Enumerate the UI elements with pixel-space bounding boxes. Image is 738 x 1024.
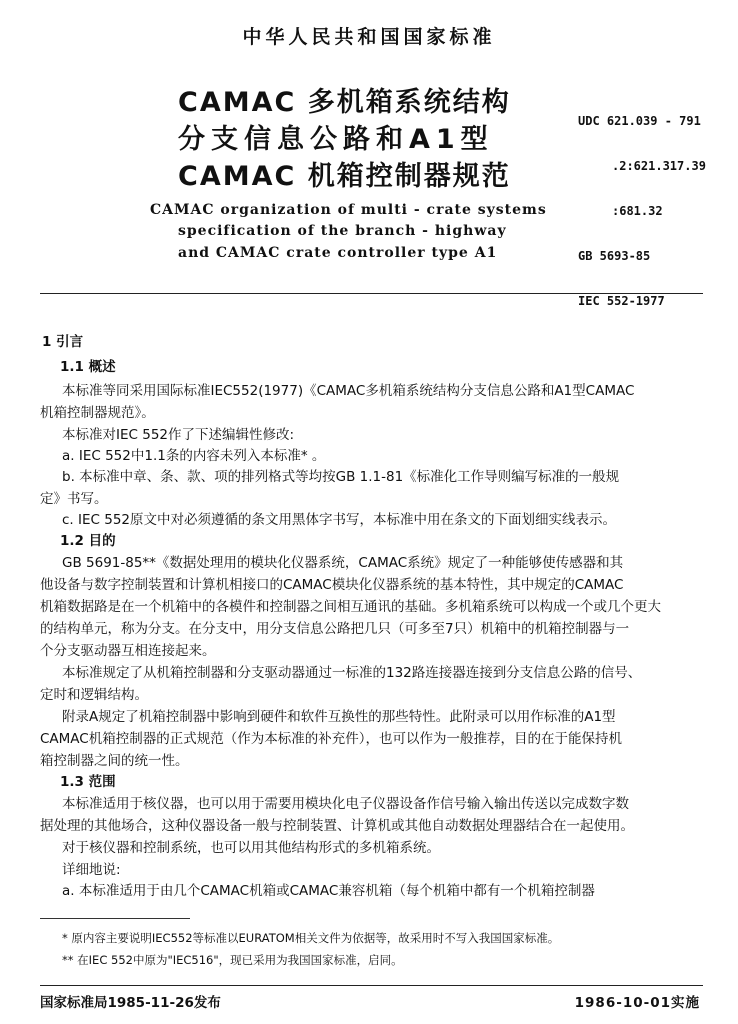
title-en-line3: and CAMAC crate controller type A1 [178,245,498,261]
udc-code-3: :681.32 [612,204,663,218]
paragraph: 本标准适用于核仪器，也可以用于需要用模块化电子仪器设备作信号输入输出传送以完成数字数 [62,796,629,812]
paragraph: 详细地说: [62,862,121,878]
section-1-1-heading: 1.1 概述 [60,359,116,375]
list-item: b. 本标准中章、条、款、项的排列格式等均按GB 1.1-81《标准化工作导则编写标准的一般规 [62,469,620,485]
paragraph: 对于核仪器和控制系统，也可以用其他结构形式的多机箱系统。 [62,840,440,856]
paragraph: 的结构单元，称为分支。在分支中，用分支信息公路把几只（可多至7只）机箱中的机箱控制器与一 [40,621,630,637]
effective-date: 1986-10-01实施 [574,995,700,1011]
footnote-1: * 原内容主要说明IEC552等标准以EURATOM相关文件为依据等，故采用时不写入我国国家标准。 [62,931,560,945]
section-1-3-heading: 1.3 范围 [60,774,116,790]
paragraph: CAMAC机箱控制器的正式规范（作为本标准的补充件），也可以作为一般推荐，目的在于能保持机 [40,731,622,747]
gb-number: GB 5693-85 [578,249,651,263]
paragraph: GB 5691-85**《数据处理用的模块化仪器系统，CAMAC系统》规定了一种能够使传感器和其 [62,555,624,571]
paragraph: 据处理的其他场合，这种仪器设备一般与控制装置、计算机或其他自动数据处理器结合在一起使用。 [40,818,634,834]
udc-code-2: .2:621.317.39 [612,159,706,173]
title-en-line1: CAMAC organization of multi - crate systems [150,202,547,218]
footnote-2: ** 在IEC 552中原为"IEC516"，现已采用为我国国家标准，启同。 [62,953,403,967]
iec-number: IEC 552-1977 [578,294,665,308]
classification-codes [578,84,706,324]
paragraph: 个分支驱动器互相连接起来。 [40,643,216,659]
footnote-divider [40,918,190,919]
paragraph: 本标准等同采用国际标准IEC552(1977)《CAMAC多机箱系统结构分支信息公路和A1型CAMAC [62,383,635,399]
list-item: a. 本标准适用于由几个CAMAC机箱或CAMAC兼容机箱（每个机箱中都有一个机箱控制器 [62,883,595,899]
title-en-line2: specification of the branch - highway [178,223,507,239]
paragraph: 定时和逻辑结构。 [40,687,148,703]
paragraph: 箱控制器之间的统一性。 [40,753,189,769]
paragraph: 本标准规定了从机箱控制器和分支驱动器通过一标准的132路连接器连接到分支信息公路的信号、 [62,665,642,681]
section-1-heading: 1 引言 [42,334,84,350]
paragraph: 本标准对IEC 552作了下述编辑性修改: [62,427,295,443]
paragraph: 机箱控制器规范》。 [40,405,155,421]
issue-date: 国家标准局1985-11-26发布 [40,995,221,1011]
paragraph: 机箱数据路是在一个机箱中的各模件和控制器之间相互通讯的基础。多机箱系统可以构成一个或几个更大 [40,599,661,615]
paragraph: 附录A规定了机箱控制器中影响到硬件和软件互换性的那些特性。此附录可以用作标准的A1型 [62,709,616,725]
list-item: a. IEC 552中1.1条的内容未列入本标准* 。 [62,448,326,464]
paragraph: 他设备与数字控制装置和计算机相接口的CAMAC模块化仪器系统的基本特性，其中规定的CAMAC [40,577,624,593]
title-cn-line1: CAMAC 多机箱系统结构 [178,87,511,118]
header-divider [40,293,703,294]
udc-code-1: UDC 621.039 - 791 [578,114,701,128]
footer-divider [40,985,703,986]
section-1-2-heading: 1.2 目的 [60,533,116,549]
list-item: c. IEC 552原文中对必须遵循的条文用黑体字书写，本标准中用在条文的下面划细实线表示。 [62,512,616,528]
standard-header: 中华人民共和国国家标准 [242,26,496,48]
list-item: 定》书写。 [40,491,108,507]
title-cn-line3: CAMAC 机箱控制器规范 [178,161,511,192]
title-cn-line2: 分支信息公路和A1型 [178,124,494,155]
